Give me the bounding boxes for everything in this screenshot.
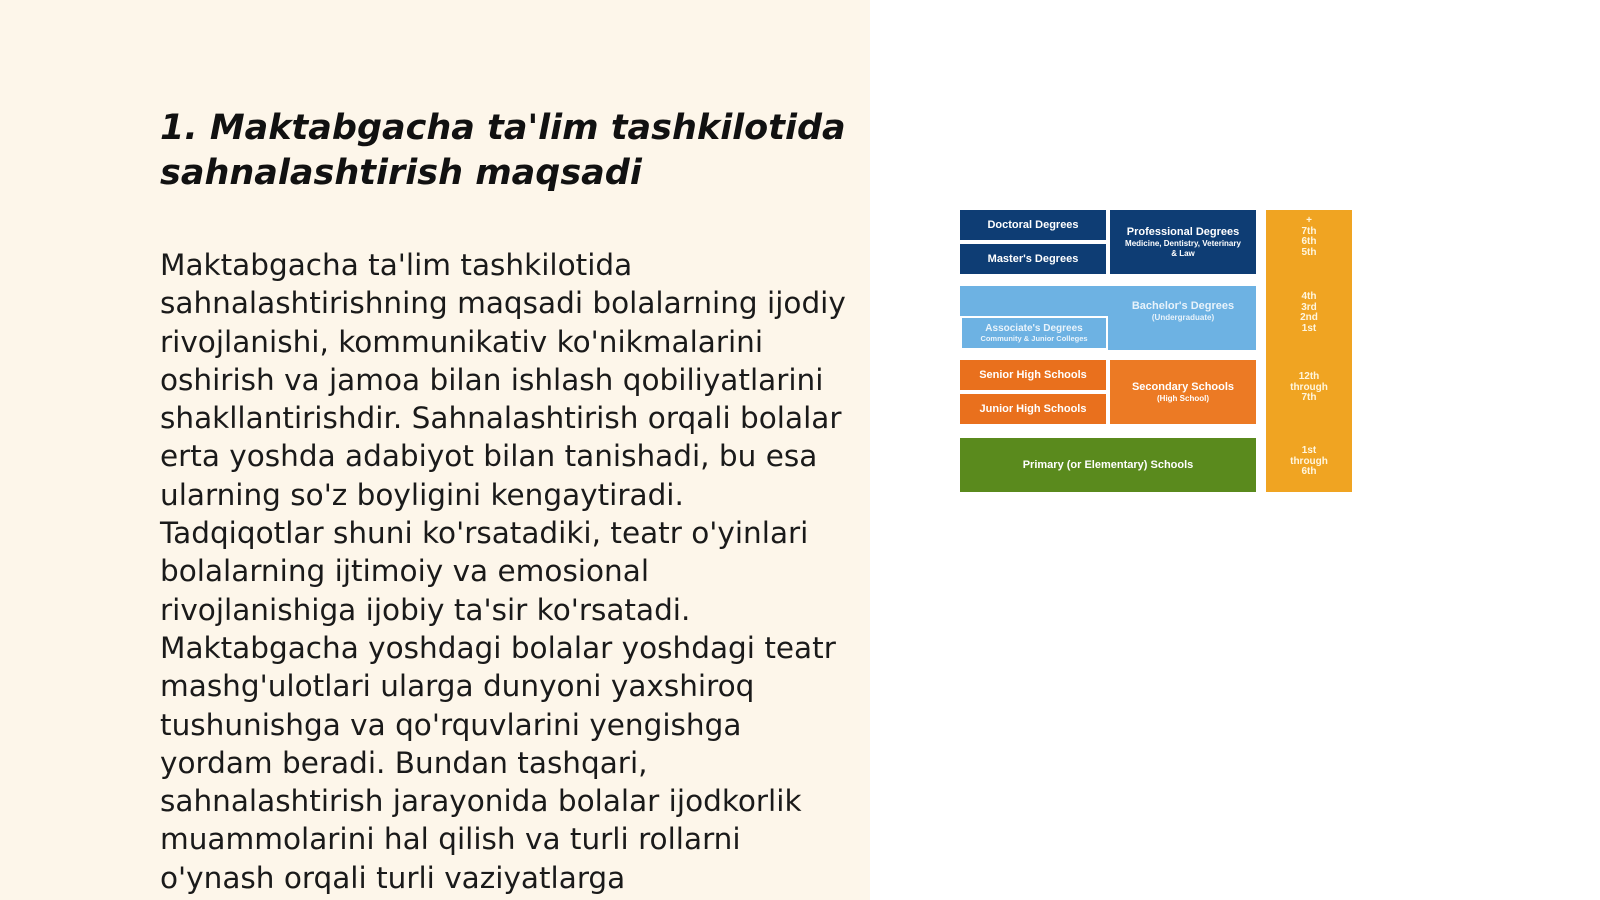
grade-group-graduate (1266, 216, 1352, 258)
slide-body-text: Maktabgacha ta'lim tashkilotida sahnalashtirishning maqsadi bolalarning ijodiy rivojlanishi, kommunikativ ko'nikmalarini oshirish va jamoa bilan ishlash qobiliyatlarini shakllantirishdir. Sahnalashtirish orqali bolalar erta yoshda adabiyot bilan tanishadi, bu esa ularning so'z boyligini kengaytiradi. Tadqiqotlar shuni ko'rsatadiki, teatr o'yinlari bolalarning ijtimoiy va emosional rivojlanishiga ijobiy ta'sir ko'rsatadi. Maktabgacha yoshdagi bolalar yoshdagi teatr mashg'ulotlari ularga dunyoni yaxshiroq tushunishga va qo'rquvlarini yengishga yordam beradi. Bundan tashqari, sahnalashtirish jarayonida bolalar ijodkorlik muammolarini hal qilish va turli rollarni o'ynash orqali turli vaziyatlarga (160, 248, 846, 895)
bachelors-degrees-sublabel: (Undergraduate) (1151, 312, 1215, 322)
secondary-schools-block (1110, 360, 1256, 424)
masters-degrees-label: Master's Degrees (987, 252, 1079, 265)
bachelors-degrees-label: Bachelor's Degrees (1131, 299, 1235, 312)
senior-high-schools-block (960, 360, 1106, 390)
doctoral-degrees-label: Doctoral Degrees (987, 218, 1079, 231)
professional-degrees-label: Professional Degrees (1126, 225, 1240, 238)
grade-label: 2nd (1300, 312, 1318, 323)
grade-label: 1st (1301, 322, 1317, 334)
professional-degrees-block (1110, 210, 1256, 274)
grade-label: + (1306, 215, 1312, 226)
grade-label: 4th (1301, 291, 1317, 302)
grade-label: 1st (1301, 445, 1317, 456)
grade-level-column (1266, 210, 1352, 492)
junior-high-schools-label: Junior High Schools (979, 402, 1087, 415)
education-system-diagram (960, 210, 1352, 492)
associates-degrees-block (960, 316, 1108, 350)
grade-label: 7th (1301, 225, 1317, 237)
senior-high-schools-label: Senior High Schools (979, 368, 1087, 381)
secondary-schools-sublabel: (High School) (1157, 393, 1209, 403)
associates-degrees-sublabel: Community & Junior Colleges (980, 334, 1088, 343)
associates-degrees-label: Associate's Degrees (985, 323, 1083, 334)
grade-label: 12th (1298, 371, 1320, 382)
grade-group-primary (1266, 446, 1352, 478)
grade-label: 5th (1301, 246, 1317, 258)
grade-label: 6th (1301, 236, 1317, 247)
secondary-schools-label: Secondary Schools (1131, 380, 1235, 393)
junior-high-schools-block (960, 394, 1106, 424)
grade-label: 7th (1301, 392, 1317, 403)
grade-group-undergraduate (1266, 292, 1352, 334)
grade-label: through (1290, 455, 1328, 467)
grade-label: through (1290, 381, 1328, 393)
grade-label: 3rd (1301, 301, 1317, 313)
doctoral-degrees-block (960, 210, 1106, 240)
masters-degrees-block (960, 244, 1106, 274)
primary-schools-block (960, 438, 1256, 492)
primary-schools-label: Primary (or Elementary) Schools (1022, 458, 1194, 471)
grade-group-secondary (1266, 372, 1352, 404)
slide-title: 1. Maktabgacha ta'lim tashkilotida sahnalashtirish maqsadi (160, 108, 846, 193)
grade-label: 6th (1301, 466, 1317, 477)
professional-degrees-sublabel: Medicine, Dentistry, Veterinary & Law (1125, 238, 1241, 258)
